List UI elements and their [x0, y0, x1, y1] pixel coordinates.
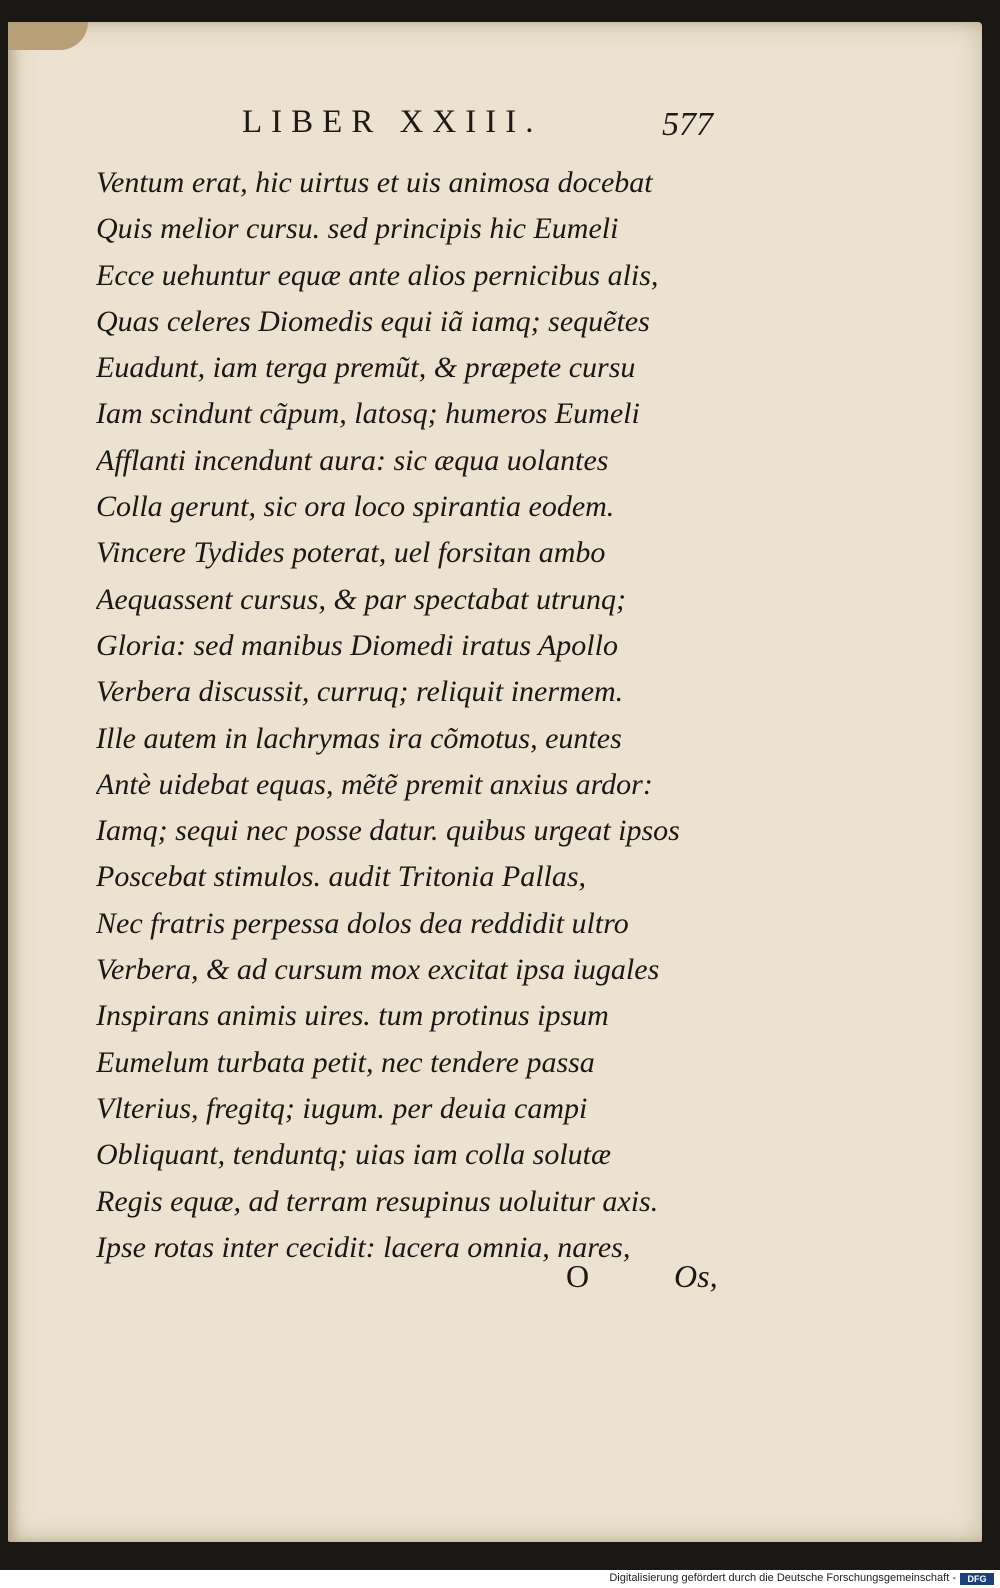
dfg-logo: DFG [960, 1573, 994, 1585]
verse-line: Quas celeres Diomedis equi iã iamq; sequẽtes [96, 304, 650, 338]
page-header [242, 104, 762, 150]
verse-line: Poscebat stimulos. audit Tritonia Pallas, [96, 860, 587, 894]
verse-line: Verbera discussit, curruq; reliquit inermem. [96, 675, 624, 709]
verse-line: Vlterius, fregitq; iugum. per deuia campi [96, 1091, 588, 1125]
running-head: LIBER XXIII. [242, 104, 543, 140]
funding-credit: Digitalisierung gefördert durch die Deutsche Forschungsgemeinschaft - [609, 1572, 956, 1584]
verse-line: Regis equæ, ad terram resupinus uoluitur axis. [96, 1184, 659, 1218]
verse-line: Vincere Tydides poterat, uel forsitan ambo [96, 536, 606, 570]
verse-line: Verbera, & ad cursum mox excitat ipsa iugales [96, 953, 660, 987]
verse-line: Ille autem in lachrymas ira cõmotus, euntes [96, 721, 622, 755]
signature-mark: O [566, 1258, 590, 1294]
verse-line: Quis melior cursu. sed principis hic Eumeli [96, 212, 619, 246]
verse-line: Gloria: sed manibus Diomedi iratus Apollo [96, 628, 618, 662]
verse-line: Obliquant, tenduntq; uias iam colla solutæ [96, 1138, 611, 1172]
catchword: Os, [674, 1258, 718, 1294]
verse-list [96, 160, 756, 1271]
verse-line: Iam scindunt cãpum, latosq; humeros Eumeli [96, 397, 640, 431]
verse-line: Iamq; sequi nec posse datur. quibus urgeat ipsos [96, 814, 680, 848]
verse-line: Euadunt, iam terga premũt, & præpete cursu [96, 351, 636, 385]
verse-line: Nec fratris perpessa dolos dea reddidit ultro [96, 906, 629, 940]
verse-line: Eumelum turbata petit, nec tendere passa [96, 1045, 595, 1079]
verse-line: Ipse rotas inter cecidit: lacera omnia, nares, [96, 1230, 631, 1264]
verse-line: Aequassent cursus, & par spectabat utrunq; [96, 582, 626, 616]
verse-line: Ecce uehuntur equæ ante alios pernicibus alis, [96, 258, 659, 292]
verse-line: Colla gerunt, sic ora loco spirantia eodem. [96, 490, 615, 524]
verse-line: Antè uidebat equas, mẽtẽ premit anxius ardor: [96, 767, 653, 801]
verse-line: Ventum erat, hic uirtus et uis animosa docebat [96, 166, 653, 199]
verse-line: Afflanti incendunt aura: sic æqua uolantes [96, 443, 609, 477]
page-number: 577 [662, 106, 713, 143]
verse-line: Inspirans animis uires. tum protinus ipsum [96, 999, 609, 1033]
catchword-line [566, 1258, 766, 1302]
torn-corner [8, 22, 88, 50]
digitization-footer [0, 1570, 1000, 1588]
